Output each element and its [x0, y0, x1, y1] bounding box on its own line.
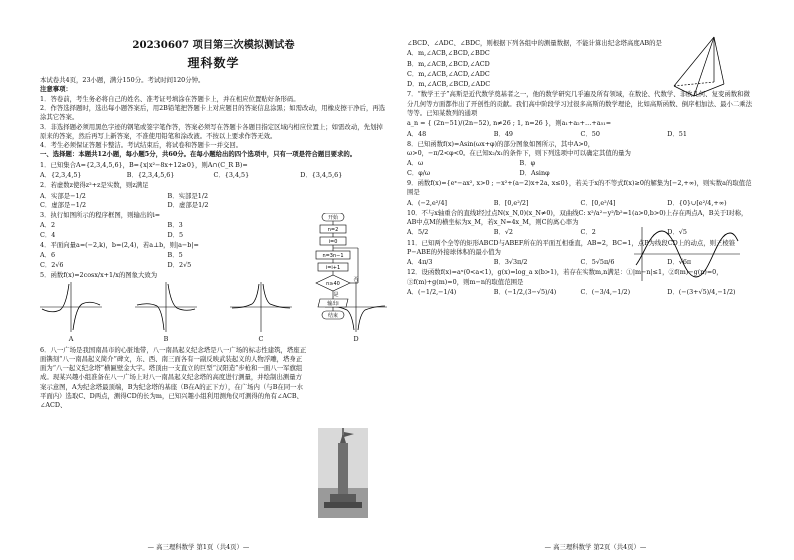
flow-update-n: n=3n−1: [322, 253, 344, 259]
question-7: 7．“数学王子”高斯是近代数学奠基者之一，他的数学研究几乎遍及所有领域，在数论、代数学、非欧几何、复变函数和微分几何等方面都作出了开创性的贡献。我们高中阶段学习过很多高斯的数学理论，比如高斯函数、倒序相加法、最小二乘法等等。已知某数列的通项: [407, 90, 753, 117]
option: C．2: [580, 228, 596, 237]
question-12: 12．设函数f(x)=aˣ(0<a<1)，g(x)=log_a x(b>1)，若存在实数m,n满足：①|m−n|≤1，②f(m)−g(n)=0，③f(m)+g(m)=0，则m−n的取值范围是: [407, 268, 723, 286]
graph-a-plot: [40, 282, 102, 332]
option: A．4π/3: [407, 258, 433, 267]
option: C．φ/ω: [407, 168, 431, 177]
question-4: 4．平面向量a=(−2,k)，b=(2,4)，若a⊥b，则|a−b|=: [40, 240, 199, 249]
flow-update-i: i=i+1: [325, 265, 341, 271]
option: D．√5: [667, 228, 687, 237]
option: D．虚部是1/2: [167, 200, 209, 209]
option: C．5√5π/6: [580, 258, 615, 267]
graph-c-plot: [230, 282, 292, 332]
option: C．虚部是−1/2: [40, 200, 87, 209]
option: B．3: [167, 221, 183, 230]
question-1: 1．已知集合A={2,3,4,5,6}，B={x|x²−8x+12≥0}，则A∩(C_R B)=: [40, 160, 248, 169]
option: A．m,∠ACB,∠BCD,∠BDC: [407, 49, 490, 58]
sine-graph: [632, 225, 742, 283]
option: A．2: [40, 221, 56, 230]
note-item: 4．考生必须保证答题卡整洁。考试结束后，将试卷和答题卡一并交回。: [40, 141, 243, 150]
question-6: 6．八一广场是我国南昌市的心脏地带，八一南昌起义纪念塔是八一广场的标志性建筑，塔座正面镌刻“八一南昌起义简介”碑文，东、西、南三面各有一副反映武装起义的人物浮雕，塔身正面为“八一起义纪念塔”横匾壁金大字。塔顶由一支直立的巨型“汉阳造”步枪和一面八一军旗组成。现某兴趣小组准备在八一广场上对八一南昌起义纪念塔的高度进行测量，并绘制出测量方案示意图，A为纪念塔最顶端，B为纪念塔的基座（B在A的正下方），在广场内（与B在同一水平面内）选取C、D两点，测得CD的长为m，已知兴趣小组利用测角仪可测得的角有∠ACB、∠ACD、: [40, 345, 307, 410]
flowchart: [306, 213, 361, 333]
option: C．(−3/4,−1/2): [580, 288, 631, 297]
flow-start: 开始: [327, 215, 339, 221]
option: C．[0,e²/4]: [580, 198, 616, 207]
question-4-options: [40, 251, 295, 270]
note-item: 1．答卷前，考生务必将自己的姓名、准考证号填涂在答题卡上，并在相应位置贴好条形码。: [40, 94, 300, 103]
option: D．{3,4,5,6}: [300, 170, 343, 179]
question-11: 11．已知两个全等的矩形ABCD与ABEF所在的平面互相垂直，AB=2，BC=1，点P为线段CD上的动点，则三棱锥P−ABE的外接球体积的最小值为: [407, 238, 736, 256]
page-footer: — 高三理科数学 第1页（共4页）—: [147, 542, 250, 551]
question-7-formula: a_n = { (2n−51)/(2n−52), n≠26 ; 1, n=26 }，则a₁+a₂+…+a₅₁=: [407, 119, 612, 128]
graph-a: [40, 282, 102, 345]
option: A．(−1/2,−1/4): [407, 288, 457, 297]
section-heading: 一、选择题：本题共12小题，每小题5分，共60分。在每小题给出的四个选项中，只有一项是符合题目要求的。: [40, 150, 357, 159]
question-2-options: [40, 192, 295, 211]
question-5: 5．函数f(x)=2cosx/x+1/x的图象大致为: [40, 270, 158, 279]
option: D．{0}∪[e²/4,+∞): [667, 198, 727, 207]
graph-label: D: [353, 335, 359, 344]
question-3: 3．执行如图所示的程序框图，则输出的i=: [40, 211, 161, 220]
exam-subtitle: 理科数学: [187, 55, 240, 70]
flow-init-n: n=2: [327, 227, 339, 233]
option: B．实部是1/2: [167, 191, 209, 200]
flow-yes: 是: [333, 292, 339, 298]
flow-end: 结束: [327, 313, 339, 319]
option: B．5: [167, 251, 183, 260]
question-6-continued: ∠BCD、∠ADC、∠BDC，则根据下列各组中的测量数据，不能计算出纪念塔高度AB的是: [407, 39, 662, 47]
flow-output: 输出i: [327, 301, 339, 307]
option: B．[0,e²/2]: [493, 198, 529, 207]
option: A．实部是−1/2: [40, 191, 86, 200]
tetrahedron-figure: [664, 34, 734, 104]
option: B．φ: [519, 159, 536, 168]
option: A．48: [407, 129, 427, 138]
question-8: 8．已知函数f(x)=Asin(ωx+φ)的部分图象如图所示，其中A>0，ω>0，−π/2<φ<0。在已知x₂/x₁的条件下，则下列选项中可以确定其值的量为: [407, 139, 631, 158]
graph-c: [230, 282, 292, 345]
question-3-options: [40, 221, 295, 240]
question-10: 10．不与x轴重合的直线l经过点N(x_N,0)(x_N≠0)，双曲线C: x²/a²−y²/b²=1(a>0,b>0)上存在两点A，B关于l对称，AB中点M的横坐标为x_M，若x_N=4x_M，则C的离心率为: [407, 208, 748, 227]
flow-no: 否: [353, 277, 359, 283]
monument-photo: [318, 428, 368, 518]
option: C．{3,4,5}: [213, 170, 250, 179]
option: B．(−1/2,(3−√5)/4): [493, 288, 557, 297]
question-8-options: [407, 159, 632, 178]
option: A．ω: [407, 159, 424, 168]
option: A．5/2: [407, 228, 429, 237]
option: C．m,∠ACB,∠ACD,∠ADC: [407, 69, 490, 78]
question-12-options: [407, 288, 754, 297]
note-item: 3．非选择题必须用黑色字迹的钢笔或签字笔作答，答案必须写在答题卡各题目指定区域内相应位置上；如需改动，先划掉原来的答案，然后再写上新答案，不准使用铅笔和涂改液。不按以上要求作答无效。: [40, 122, 383, 140]
notes-heading: 注意事项：: [40, 85, 72, 94]
option: B．3√3π/2: [493, 258, 528, 267]
graph-b: [135, 282, 197, 345]
option: C．50: [580, 129, 600, 138]
page-footer: — 高三理科数学 第2页（共4页）—: [544, 542, 647, 551]
option: B．{2,3,4,5,6}: [126, 170, 175, 179]
option: A．{2,3,4,5}: [40, 170, 82, 179]
option: D．m,∠ACB,∠BCD,∠ADC: [407, 80, 491, 89]
option: A．6: [40, 251, 56, 260]
graph-label: C: [258, 335, 264, 344]
exam-title: 20230607 项目第三次模拟测试卷: [132, 39, 295, 51]
option: D．51: [667, 129, 687, 138]
option: D．Asinφ: [519, 168, 550, 177]
option: B．m,∠ACB,∠BCD,∠ACD: [407, 59, 490, 68]
graph-label: B: [163, 335, 169, 344]
option: A．(−2,e²/4]: [407, 198, 448, 207]
question-1-options: [40, 171, 387, 180]
flow-init-i: i=0: [328, 239, 338, 245]
option: D．(−(3+√5)/4,−1/2): [667, 288, 736, 297]
question-9-options: [407, 199, 754, 208]
note-item: 2．作答选择题时，选出每小题答案后，用2B铅笔把答题卡上对应题目的答案信息涂黑；如需改动，用橡皮擦干净后，再选涂其它答案。: [40, 104, 386, 122]
option: D．2√5: [167, 260, 192, 269]
option: D．√6π: [667, 258, 692, 267]
graph-b-plot: [135, 282, 197, 332]
question-2: 2．若虚数z使得z²+z是实数，则z满足: [40, 181, 149, 190]
flow-condition: n≥40: [326, 281, 340, 287]
graph-label: A: [68, 335, 74, 344]
option: C．2√6: [40, 260, 64, 269]
question-7-options: [407, 130, 754, 139]
exam-intro: 本试卷共4页，23小题，满分150分。考试时间120分钟。: [40, 76, 205, 85]
question-9: 9．函数f(x)={eˣ−ax², x>0 ; −x²+(a−2)x+2a, x≤0}，若关于x的不等式f(x)≥0的解集为[−2,+∞)，则实数a的取值范围是: [407, 178, 752, 197]
option: D．5: [167, 230, 184, 239]
option: B．√2: [493, 228, 513, 237]
option: B．49: [493, 129, 513, 138]
option: C．4: [40, 230, 56, 239]
